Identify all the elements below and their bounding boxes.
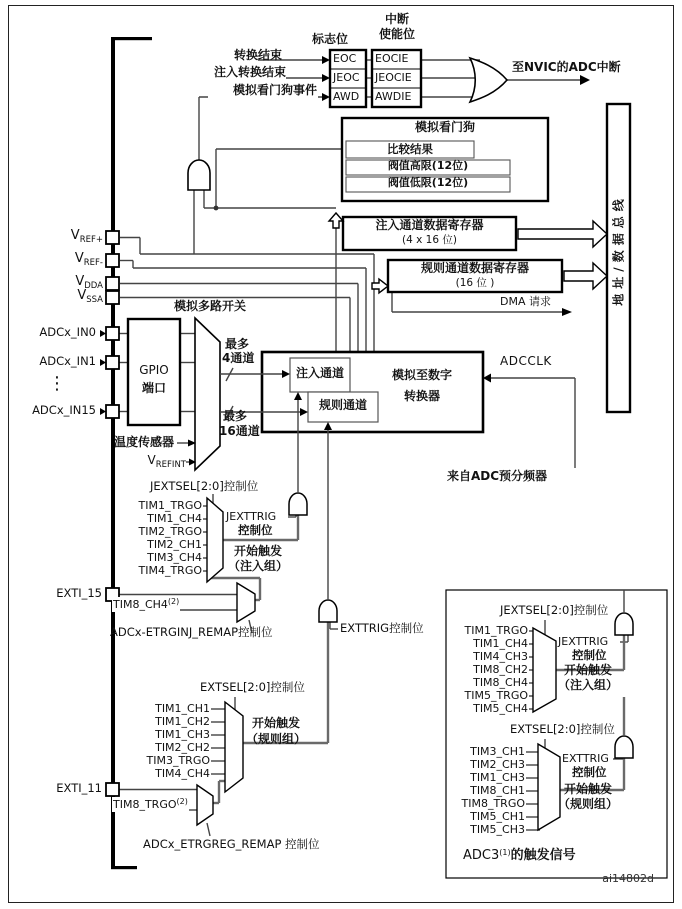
adc3-inj-src-5: TIM5_TRGO: [464, 689, 528, 702]
analog-mux-label: 模拟多路开关: [173, 299, 246, 313]
enable-header-line2: 使能位: [378, 27, 415, 41]
adc3-inj-src-0: TIM1_TRGO: [464, 624, 528, 637]
adc3-exttrig-line2: 控制位: [572, 765, 607, 779]
awd-and-gate: [188, 160, 210, 190]
analog-mux: [195, 318, 220, 470]
adc3-reg-src-3: TIM8_CH1: [470, 784, 525, 797]
adc3-reg-src-4: TIM8_TRGO: [461, 797, 525, 810]
adc3-reg-src-1: TIM2_CH3: [470, 758, 525, 771]
temp-sensor-label: 温度传感器: [113, 435, 174, 449]
inj-src-2: TIM2_TRGO: [138, 525, 202, 538]
inj-tim8-label: TIM8_CH4$^{(2)}$: [113, 597, 180, 611]
enable-bit-jeocie: JEOCIE: [375, 71, 412, 84]
pin-label-vssa: $V_{SSA}$: [77, 288, 103, 305]
reg-src-0: TIM1_CH1: [155, 702, 210, 715]
adc3-inj-start-line2: （注入组）: [558, 678, 619, 692]
adc3-jexttrig-line1: JEXTTRIG: [558, 635, 609, 648]
regular-remap-mux: [197, 785, 213, 825]
regular-channels-label: 规则通道: [318, 398, 367, 412]
adc3-extsel-label: EXTSEL[2:0]控制位: [510, 722, 615, 736]
injected-register-size: (4 x 16 位): [402, 234, 457, 246]
adc3-reg-start-line1: 开始触发: [564, 782, 613, 796]
pin-label-vref-plus: $V_{REF+}$: [70, 228, 103, 245]
adc3-injected-mux: [533, 628, 556, 712]
prescaler-label: 来自ADC预分频器: [447, 469, 548, 483]
injected-trigger-mux: [207, 498, 223, 582]
max16-line2: 16通道: [219, 424, 260, 438]
injected-remap-mux: [237, 583, 255, 622]
low-threshold-label: 阀值低限(12位): [387, 176, 469, 189]
reg-src-4: TIM3_TRGO: [146, 754, 210, 767]
pin-vref-minus: [106, 254, 119, 267]
adc3-inj-start-line1: 开始触发: [564, 663, 613, 677]
regular-register-size: (16 位 ): [455, 277, 495, 289]
adc3-reg-src-0: TIM3_CH1: [470, 745, 525, 758]
pin-vref-plus: [106, 231, 119, 244]
reg-src-2: TIM1_CH3: [155, 728, 210, 741]
pin-label-vref-minus: $V_{REF-}$: [74, 251, 103, 268]
flag-header: 标志位: [312, 32, 349, 46]
bus-label: 地址/数据总线: [611, 194, 626, 306]
watchdog-title: 模拟看门狗: [414, 120, 475, 134]
inj-src-1: TIM1_CH4: [147, 512, 202, 525]
event-label-awd: 模拟看门狗事件: [208, 84, 318, 98]
max16-line1: 最多: [223, 409, 248, 423]
pin-adcx-in0: [106, 327, 119, 340]
adc3-reg-src-2: TIM1_CH3: [470, 771, 525, 784]
inj-src-4: TIM3_CH4: [147, 551, 202, 564]
injected-register-title: 注入通道数据寄存器: [375, 218, 484, 232]
or-gate-nvic: [470, 58, 507, 102]
gpio-line1: GPIO: [139, 363, 169, 377]
reg-start-line2: （规则组）: [246, 732, 307, 746]
reg-start-line1: 开始触发: [252, 716, 301, 730]
injected-channels-label: 注入通道: [295, 366, 344, 380]
junction-dot: [214, 206, 219, 211]
adc3-jexttrig-and-gate: [615, 613, 633, 635]
adc3-reg-src-5: TIM5_CH1: [470, 810, 525, 823]
vrefint-label: $V_{REFINT}$: [147, 453, 186, 470]
adc3-jextsel-label: JEXTSEL[2:0]控制位: [500, 603, 609, 617]
pin-label-in15: ADCx_IN15: [32, 403, 96, 417]
inj-src-5: TIM4_TRGO: [138, 564, 202, 577]
pin-label-exti15: EXTI_15: [56, 586, 102, 600]
adc3-inj-src-2: TIM4_CH3: [473, 650, 528, 663]
enable-header-line1: 中断: [384, 12, 409, 26]
pin-vdda: [106, 277, 119, 290]
regular-to-bus-arrow: [564, 263, 607, 289]
reg-src-1: TIM1_CH2: [155, 715, 210, 728]
event-label-jeoc: 注入转换结束: [213, 65, 286, 79]
flag-bit-jeoc: JEOC: [333, 71, 360, 84]
reg-src-3: TIM2_CH2: [155, 741, 210, 754]
injected-to-bus-arrow: [518, 221, 607, 247]
max4-line2: 4通道: [222, 351, 255, 365]
reg-remap-label: ADCx_ETRGREG_REMAP 控制位: [143, 837, 320, 851]
regular-register-title: 规则通道数据寄存器: [420, 261, 529, 275]
gpio-line2: 端口: [141, 381, 166, 395]
exttrig-and-gate: [319, 600, 337, 622]
pin-label-in1: ADCx_IN1: [39, 354, 96, 368]
inj-src-0: TIM1_TRGO: [138, 499, 202, 512]
pin-label-exti11: EXTI_11: [56, 781, 102, 795]
adc3-inj-src-1: TIM1_CH4: [473, 637, 528, 650]
input-dots: ⋮: [48, 373, 66, 394]
nvic-interrupt-label: 至NVIC的ADC中断: [512, 60, 621, 74]
pin-vssa: [106, 291, 119, 304]
inj-start-line1: 开始触发: [234, 544, 283, 558]
reg-tim8-label: TIM8_TRGO$^{(2)}$: [113, 797, 188, 811]
pin-label-in0: ADCx_IN0: [39, 325, 96, 339]
exttrig-label: EXTTRIG控制位: [340, 621, 424, 635]
pin-adcx-in15: [106, 405, 119, 418]
adc3-inj-src-6: TIM5_CH4: [473, 702, 528, 715]
dma-request-label: DMA 请求: [500, 295, 551, 308]
converter-title-line1: 模拟至数字: [391, 368, 452, 382]
flag-bit-eoc: EOC: [333, 52, 357, 65]
pin-exti-11: [106, 783, 119, 796]
adcclk-label: ADCCLK: [500, 354, 552, 368]
event-label-eoc: 转换结束: [233, 48, 282, 62]
jexttrig-and-gate: [289, 493, 307, 515]
enable-bit-eocie: EOCIE: [375, 52, 409, 65]
adc3-reg-start-line2: （规则组）: [558, 797, 619, 811]
inj-src-3: TIM2_CH1: [147, 538, 202, 551]
compare-result-label: 比较结果: [387, 142, 433, 156]
jextsel-label: JEXTSEL[2:0]控制位: [150, 479, 259, 493]
adc3-inj-src-3: TIM8_CH2: [473, 663, 528, 676]
max4-line1: 最多: [225, 337, 250, 351]
inj-remap-label: ADCx-ETRGINJ_REMAP控制位: [110, 625, 273, 639]
adc3-exttrig-line1: EXTTRIG: [562, 752, 609, 765]
adc3-inj-src-4: TIM8_CH4: [473, 676, 528, 689]
figure-code: ai14802d: [602, 872, 654, 885]
flag-bit-awd: AWD: [333, 90, 360, 103]
pin-adcx-in1: [106, 356, 119, 369]
adc3-reg-src-6: TIM5_CH3: [470, 823, 525, 836]
converter-title-line2: 转换器: [403, 389, 440, 403]
adc3-exttrig-and-gate: [615, 736, 633, 758]
inj-start-line2: （注入组）: [228, 559, 289, 573]
adc3-regular-mux: [538, 744, 560, 830]
regular-trigger-mux: [225, 702, 243, 792]
jexttrig-line2: 控制位: [238, 523, 273, 537]
pin-label-vdda: $V_{DDA}$: [75, 274, 103, 291]
injected-data-arrow: [329, 213, 343, 228]
enable-bit-awdie: AWDIE: [375, 90, 412, 103]
adc3-caption: ADC3$^{(1)}$的触发信号: [463, 848, 576, 863]
adc3-jexttrig-line2: 控制位: [572, 648, 607, 662]
jexttrig-line1: JEXTTRIG: [226, 510, 277, 523]
extsel-label: EXTSEL[2:0]控制位: [200, 680, 305, 694]
reg-src-5: TIM4_CH4: [155, 767, 210, 780]
high-threshold-label: 阀值高限(12位): [387, 159, 469, 172]
